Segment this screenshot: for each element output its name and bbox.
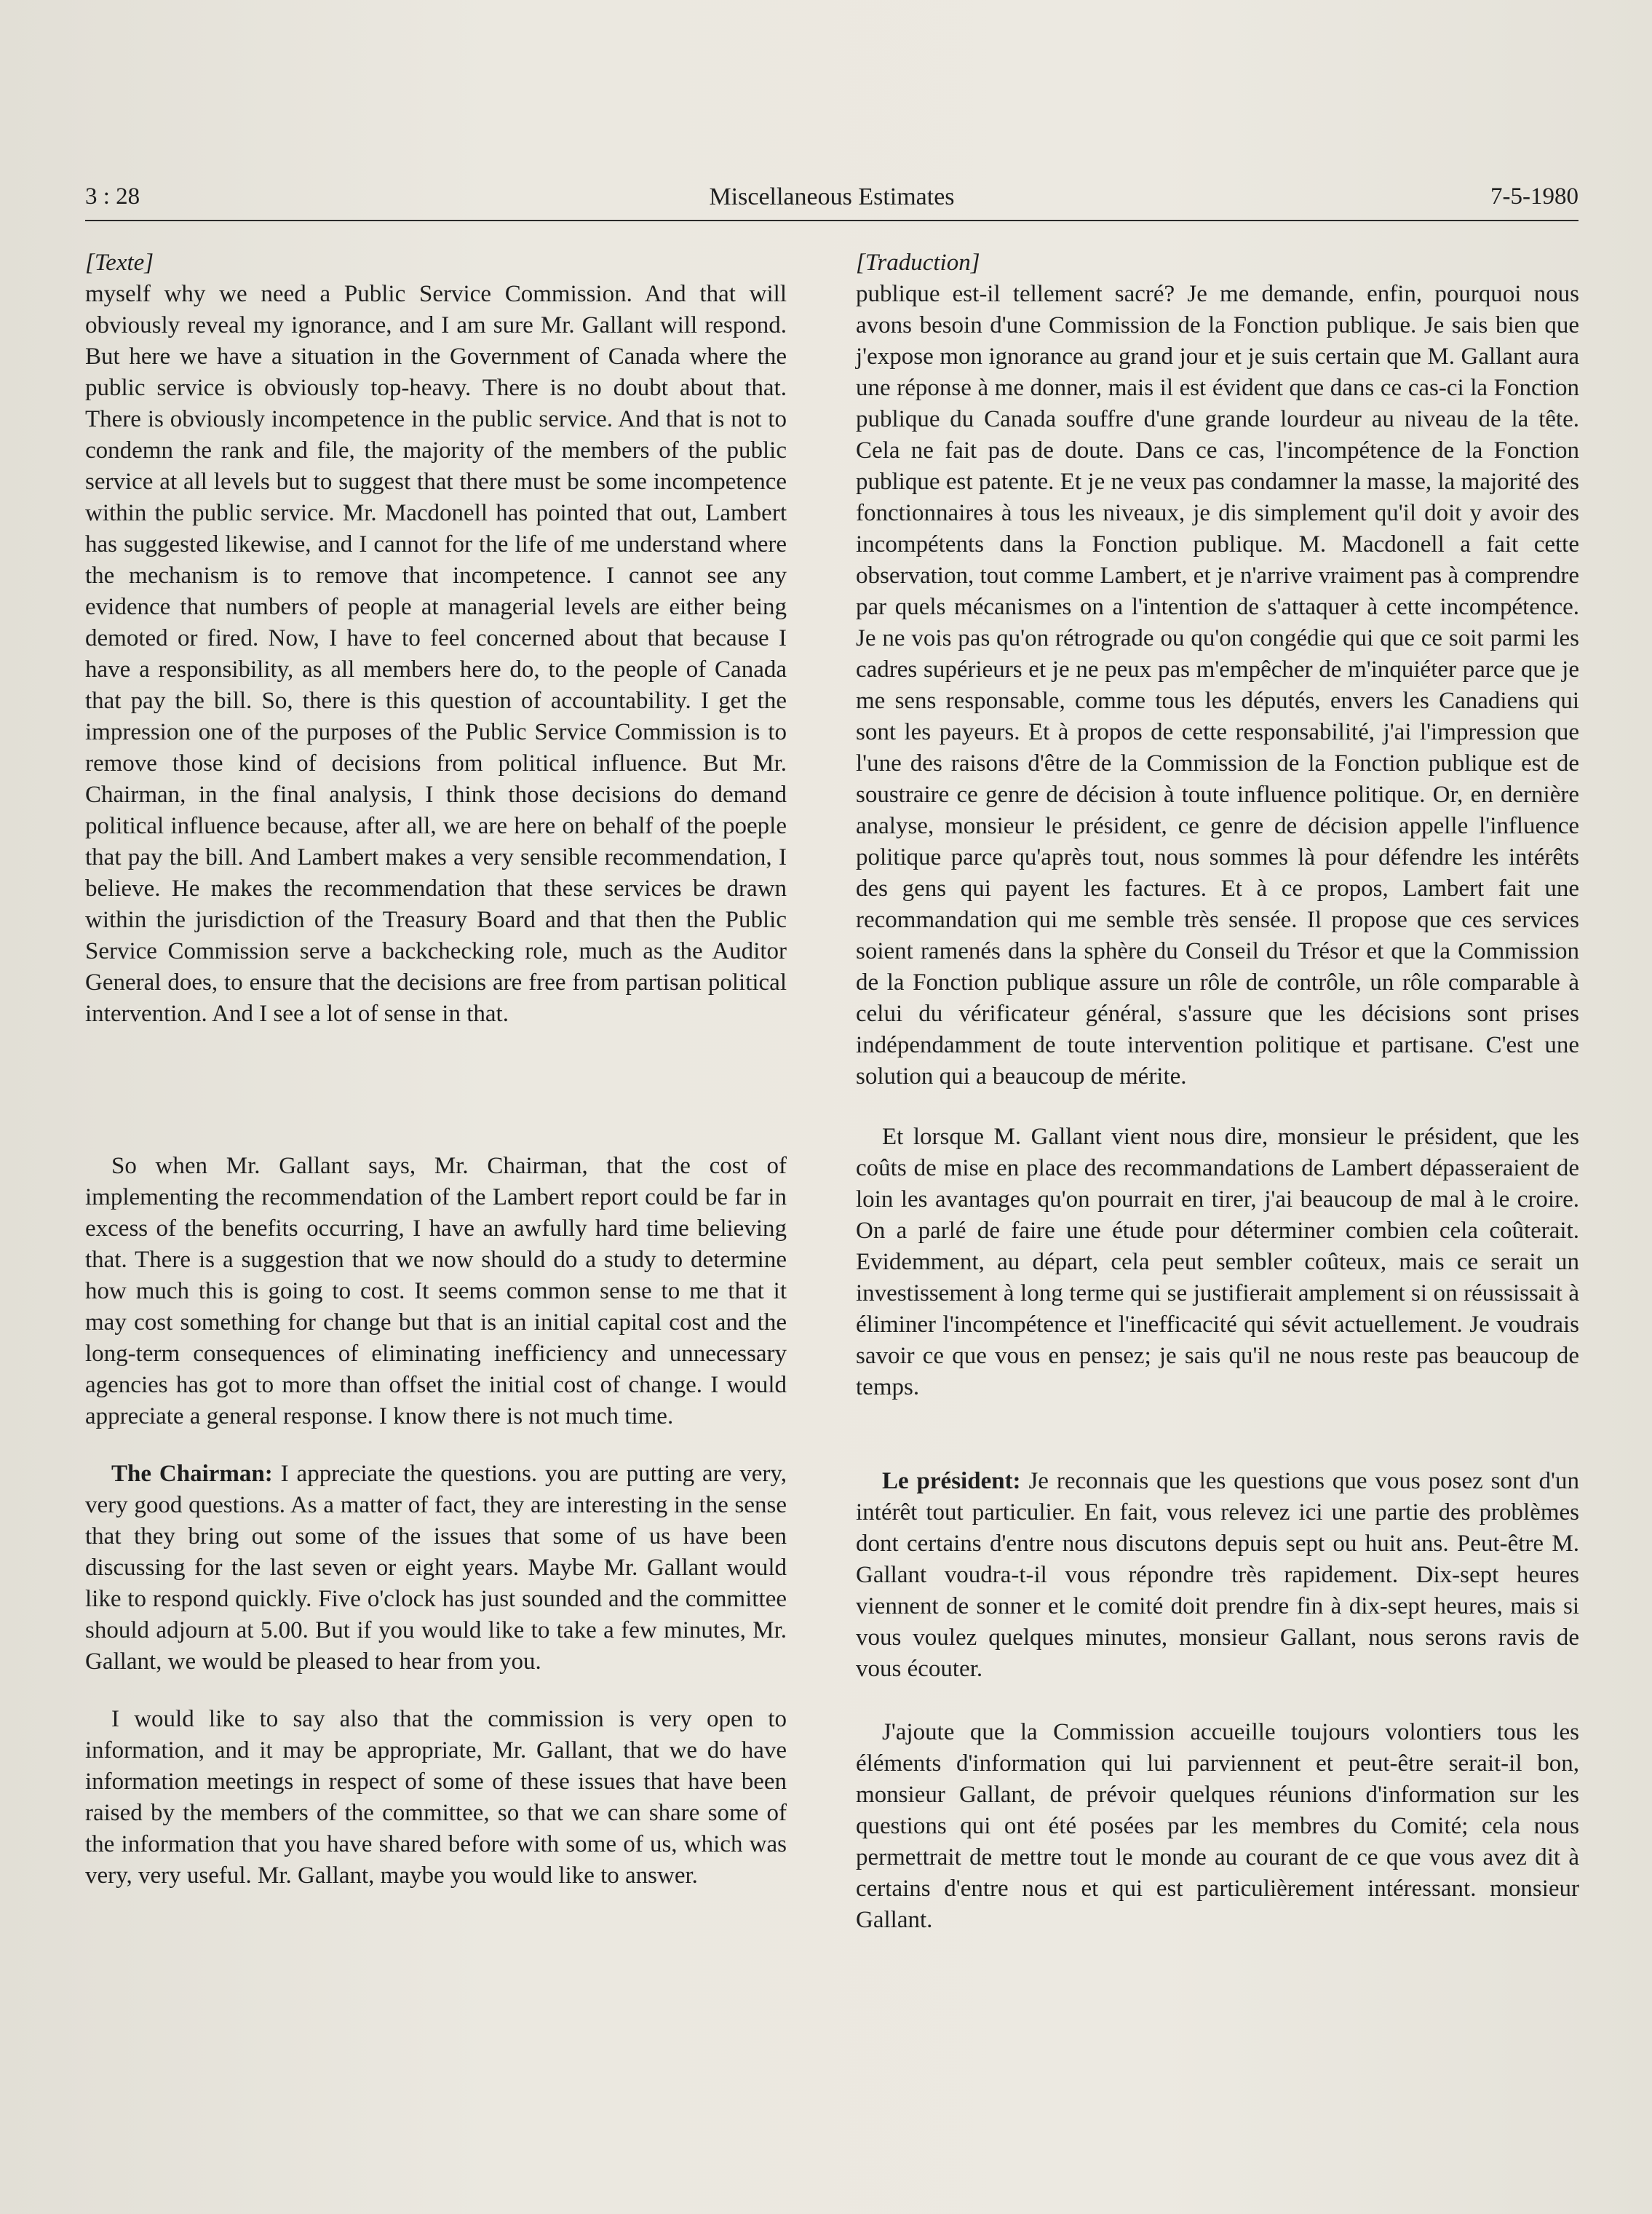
running-title: Miscellaneous Estimates <box>709 183 955 210</box>
language-label-texte: [Texte] <box>85 250 154 276</box>
paragraph <box>85 1704 787 1892</box>
paragraph <box>85 1151 787 1432</box>
paragraph-text: myself why we need a Public Service Commission. And that will obviously reveal my ignorance, and I am sure Mr. Gallant will respond. But here we have a situation in the Government of Canada where the public service is obviously top-heavy. There is no doubt about that. There is obviously incompetence in the public service. And that is not to condemn the rank and file, the majority of the members of the public service at all levels but to suggest that there must be some incompetence within the public service. Mr. Macdonell has pointed that out, Lambert has suggested likewise, and I cannot for the life of me understand where the mechanism is to remove that incompetence. I cannot see any evidence that numbers of people at managerial levels are either being demoted or fired. Now, I have to feel concerned about that because I have a responsibility, as all members here do, to the people of Canada that pay the bill. So, there is this question of accountability. I get the impression one of the purposes of the Public Service Commission is to remove those kind of decisions from political influence. But Mr. Chairman, in the final analysis, I think those decisions do demand political influence because, after all, we are here on behalf of the poeple that pay the bill. And Lambert makes a very sensible recommendation, I believe. He makes the recommendation that these services be drawn within the jurisdiction of the Treasury Board and that then the Public Service Commission serve a backchecking role, much as the Auditor General does, to ensure that the decisions are free from partisan political intervention. And I see a lot of sense in that. <box>85 281 787 1027</box>
right-column-french <box>856 247 1579 1936</box>
paragraph <box>856 1717 1579 1936</box>
paragraph <box>856 1122 1579 1403</box>
speaker-name: Le président: <box>882 1468 1021 1494</box>
paragraph-text: I appreciate the questions. you are putting are very, very good questions. As a matter of fact, they are interesting in the sense that they bring out some of the issues that some of us have been discussing for the last seven or eight years. Maybe Mr. Gallant would like to respond quickly. Five o'clock has just sounded and the committee should adjourn at 5.00. But if you would like to take a few minutes, Mr. Gallant, we would be pleased to hear from you. <box>85 1461 787 1675</box>
paragraph-text: I would like to say also that the commission is very open to information, and it may be appropriate, Mr. Gallant, that we do have information meetings in respect of some of these issues that have been raised by the members of the committee, so that we can share some of the information that you have shared before with some of us, which was very, very useful. Mr. Gallant, maybe you would like to answer. <box>85 1706 787 1889</box>
header-date: 7-5-1980 <box>1490 183 1578 210</box>
left-column-english <box>85 247 787 1892</box>
paragraph-text: Je reconnais que les questions que vous posez sont d'un intérêt tout particulier. En fait, vous relevez ici une partie des problèmes dont certains d'entre nous discutons depuis sept ou huit ans. Peut-être M. Gallant voudra-t-il vous répondre très rapidement. Dix-sept heures viennent de sonner et le comité doit prendre fin à dix-sept heures, mais si vous voulez quelques minutes, monsieur Gallant, nous serons ravis de vous écouter. <box>856 1468 1579 1682</box>
paragraph-text: publique est-il tellement sacré? Je me demande, enfin, pourquoi nous avons besoin d'une Commission de la Fonction publique. Je sais bien que j'expose mon ignorance au grand jour et je suis certain que M. Gallant aura une réponse à me donner, mais il est évident que dans ce cas-ci la Fonction publique du Canada souffre d'une grande lourdeur au niveau de la tête. Cela ne fait pas de doute. Dans ce cas, l'incompétence de la Fonction publique est patente. Et je ne veux pas condamner la masse, la majorité des fonctionnaires à tous les niveaux, je dis simplement qu'il doit y avoir des incompétents dans la Fonction publique. M. Macdonell a fait cette observation, tout comme Lambert, et je n'arrive vraiment pas à comprendre par quels mécanismes on a l'intention de s'attaquer à cette incompétence. Je ne vois pas qu'on rétrograde ou qu'on congédie qui que ce soit parmi les cadres supérieurs et je ne peux pas m'empêcher de m'inquiéter parce que je me sens responsable, comme tous les députés, envers les Canadiens qui sont les payeurs. Et à propos de cette responsabilité, j'ai l'impression que l'une des raisons d'être de la Commission de la Fonction publique est de soustraire ce genre de décision à toute influence politique. Or, en dernière analyse, monsieur le président, ce genre de décision appelle l'influence politique parce qu'après tout, nous sommes là pour défendre les intérêts des gens qui payent les factures. Et à ce propos, Lambert fait une recommandation qui me semble très sensée. Il propose que ces services soient ramenés dans la sphère du Conseil du Trésor et que la Commission de la Fonction publique assure un rôle de contrôle, un rôle comparable à celui du vérificateur général, s'assure que les décisions sont prises indépendamment de toute intervention politique et partisane. C'est une solution qui a beaucoup de mérite. <box>856 281 1579 1090</box>
page-number: 3 : 28 <box>85 183 140 210</box>
language-label-traduction: [Traduction] <box>856 250 980 276</box>
paragraph-text: Et lorsque M. Gallant vient nous dire, monsieur le président, que les coûts de mise en place des recommandations de Lambert dépasseraient de loin les avantages qu'on pourrait en tirer, j'ai beaucoup de mal à le croire. On a parlé de faire une étude pour déterminer combien cela coûterait. Evidemment, au départ, cela peut sembler coûteux, mais ce serait un investissement à long terme qui se justifierait amplement si on réussissait à éliminer l'incompétence et l'inefficacité qui sévit actuellement. Je voudrais savoir ce que vous en pensez; je sais qu'il ne nous reste pas beaucoup de temps. <box>856 1124 1579 1400</box>
paragraph <box>85 279 787 1030</box>
speaker-name: The Chairman: <box>111 1461 273 1487</box>
paragraph <box>85 1459 787 1678</box>
paragraph-text: J'ajoute que la Commission accueille toujours volontiers tous les éléments d'information qui lui parviennent et peut-être serait-il bon, monsieur Gallant, de prévoir quelques réunions d'information sur les questions qui ont été posées par les membres du Comité; cela nous permettrait de mettre tout le monde au courant de ce que vous avez dit à certains d'entre nous et qui est particulièrement intéressant. monsieur Gallant. <box>856 1719 1579 1933</box>
paragraph-text: So when Mr. Gallant says, Mr. Chairman, that the cost of implementing the recommendation of the Lambert report could be far in excess of the benefits occurring, I have an awfully hard time believing that. There is a suggestion that we now should do a study to determine how much this is going to cost. It seems common sense to me that it may cost something for change but that is an initial capital cost and the long-term consequences of eliminating inefficiency and unnecessary agencies has got to more than offset the initial cost of change. I would appreciate a general response. I know there is not much time. <box>85 1153 787 1429</box>
page-header <box>85 182 1578 221</box>
paragraph <box>856 1466 1579 1685</box>
paragraph <box>856 279 1579 1092</box>
